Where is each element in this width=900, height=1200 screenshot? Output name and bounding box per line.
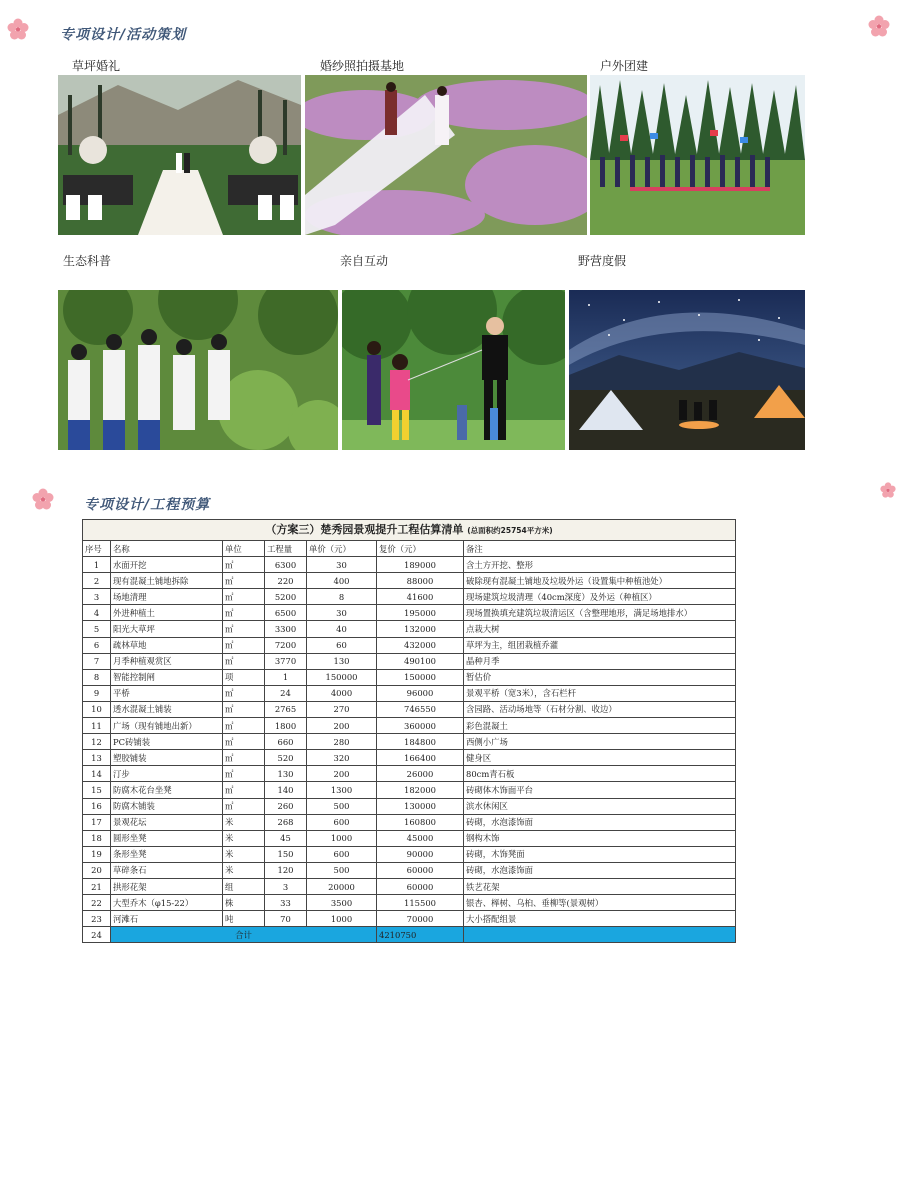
cell-remarks: 银杏、榉树、乌桕、垂柳等(景观树） (464, 895, 736, 911)
cell-quantity: 220 (265, 573, 307, 589)
cell-index: 21 (83, 878, 111, 894)
cell-index: 1 (83, 557, 111, 573)
table-row (83, 637, 736, 653)
cell-remarks: 砖砌，水泡漆饰面 (464, 862, 736, 878)
photo-caption: 野营度假 (578, 254, 627, 268)
cell-unit: ㎡ (223, 766, 265, 782)
table-row (83, 589, 736, 605)
camping-photo (569, 290, 805, 450)
table-row (83, 846, 736, 862)
cell-unit-price: 200 (307, 718, 377, 734)
cell-index: 2 (83, 573, 111, 589)
cell-name: 河滩石 (111, 911, 223, 927)
cell-total-price: 88000 (377, 573, 464, 589)
table-header-row (83, 541, 736, 557)
cell-remarks: 景观平桥（宽3米），含石栏杆 (464, 685, 736, 701)
cell-total-price: 96000 (377, 685, 464, 701)
cell-unit-price: 30 (307, 557, 377, 573)
cell-index: 3 (83, 589, 111, 605)
cell-total-price: 189000 (377, 557, 464, 573)
cell-remarks: 现场置换填充建筑垃圾清运区（含整理地形，满足场地排水） (464, 605, 736, 621)
cell-quantity: 70 (265, 911, 307, 927)
photo-caption: 户外团建 (600, 59, 649, 73)
cell-total-price: 182000 (377, 782, 464, 798)
cell-total-price: 360000 (377, 718, 464, 734)
cell-unit: ㎡ (223, 605, 265, 621)
cell-index: 8 (83, 669, 111, 685)
cell-index: 19 (83, 846, 111, 862)
cell-name: 塑胶铺装 (111, 750, 223, 766)
cell-total-price: 130000 (377, 798, 464, 814)
cell-quantity: 130 (265, 766, 307, 782)
wedding-photography-photo (305, 75, 587, 235)
cell-unit: ㎡ (223, 734, 265, 750)
table-row (83, 814, 736, 830)
cell-quantity: 7200 (265, 637, 307, 653)
cell-unit: ㎡ (223, 573, 265, 589)
cell-unit-price: 200 (307, 766, 377, 782)
cell-unit: 株 (223, 895, 265, 911)
cell-unit: 米 (223, 814, 265, 830)
cell-quantity: 45 (265, 830, 307, 846)
header-total-price: 复价（元） (377, 541, 464, 557)
photo-caption: 亲自互动 (340, 254, 389, 268)
cell-remarks: 现场建筑垃圾清理（40cm深度）及外运（种植区） (464, 589, 736, 605)
cell-unit: ㎡ (223, 589, 265, 605)
table-row (83, 878, 736, 894)
cell-name: 大型乔木（φ15-22） (111, 895, 223, 911)
cell-quantity: 268 (265, 814, 307, 830)
total-index: 24 (83, 927, 111, 943)
cell-unit: 米 (223, 830, 265, 846)
cell-index: 12 (83, 734, 111, 750)
cell-name: 疏林草地 (111, 637, 223, 653)
cell-unit: ㎡ (223, 718, 265, 734)
cell-unit: ㎡ (223, 685, 265, 701)
cell-remarks: 滨水休闲区 (464, 798, 736, 814)
table-row (83, 734, 736, 750)
cell-remarks: 砖砌，木饰凳面 (464, 846, 736, 862)
cell-total-price: 115500 (377, 895, 464, 911)
cell-quantity: 260 (265, 798, 307, 814)
table-title: （方案三）楚秀园景观提升工程估算清单 (265, 522, 464, 536)
cell-name: 阳光大草坪 (111, 621, 223, 637)
cell-index: 4 (83, 605, 111, 621)
cell-quantity: 6500 (265, 605, 307, 621)
cherry-blossom-icon (880, 482, 896, 498)
table-title-row (83, 520, 736, 541)
cell-name: 圆形坐凳 (111, 830, 223, 846)
header-remarks: 备注 (464, 541, 736, 557)
cell-total-price: 160800 (377, 814, 464, 830)
header-index: 序号 (83, 541, 111, 557)
cell-quantity: 520 (265, 750, 307, 766)
table-title-cell (83, 520, 736, 541)
cell-index: 16 (83, 798, 111, 814)
cell-name: 防腐木花台坐凳 (111, 782, 223, 798)
cell-name: 智能控制闸 (111, 669, 223, 685)
cell-name: 外进种植土 (111, 605, 223, 621)
cell-index: 5 (83, 621, 111, 637)
cell-total-price: 60000 (377, 878, 464, 894)
cell-index: 17 (83, 814, 111, 830)
cell-unit-price: 500 (307, 798, 377, 814)
cell-name: 平桥 (111, 685, 223, 701)
cell-remarks: 钢构木饰 (464, 830, 736, 846)
cell-index: 6 (83, 637, 111, 653)
cell-remarks: 彩色混凝土 (464, 718, 736, 734)
cell-unit: ㎡ (223, 701, 265, 717)
cell-unit-price: 270 (307, 701, 377, 717)
table-row (83, 653, 736, 669)
table-body (83, 557, 736, 927)
cherry-blossom-icon (7, 18, 29, 40)
cell-index: 13 (83, 750, 111, 766)
table-row (83, 862, 736, 878)
cell-unit-price: 1000 (307, 830, 377, 846)
cell-index: 18 (83, 830, 111, 846)
budget-table (82, 519, 736, 943)
cell-total-price: 490100 (377, 653, 464, 669)
cell-quantity: 120 (265, 862, 307, 878)
cell-remarks: 草坪为主，组团栽植乔灌 (464, 637, 736, 653)
table-row (83, 782, 736, 798)
cell-unit: 吨 (223, 911, 265, 927)
table-row (83, 701, 736, 717)
table-row (83, 605, 736, 621)
cell-unit: 项 (223, 669, 265, 685)
cell-unit-price: 320 (307, 750, 377, 766)
table-row (83, 718, 736, 734)
cell-unit: ㎡ (223, 637, 265, 653)
cell-index: 15 (83, 782, 111, 798)
table-row (83, 911, 736, 927)
cell-quantity: 6300 (265, 557, 307, 573)
cell-quantity: 3 (265, 878, 307, 894)
cell-quantity: 33 (265, 895, 307, 911)
family-interaction-photo (342, 290, 565, 450)
cell-unit: 组 (223, 878, 265, 894)
cell-name: 场地清理 (111, 589, 223, 605)
cherry-blossom-icon (868, 15, 890, 37)
total-value: 4210750 (377, 927, 464, 943)
cell-name: 水面开挖 (111, 557, 223, 573)
cell-unit-price: 40 (307, 621, 377, 637)
cell-index: 10 (83, 701, 111, 717)
cell-quantity: 2765 (265, 701, 307, 717)
cell-remarks: 西侧小广场 (464, 734, 736, 750)
cell-quantity: 150 (265, 846, 307, 862)
cell-unit-price: 130 (307, 653, 377, 669)
table-subtitle: (总面积约25754平方米) (467, 525, 553, 535)
cell-total-price: 70000 (377, 911, 464, 927)
cell-total-price: 45000 (377, 830, 464, 846)
cell-total-price: 166400 (377, 750, 464, 766)
section-title-budget: 专项设计/工程预算 (84, 497, 211, 513)
cell-name: 汀步 (111, 766, 223, 782)
cell-name: 透水混凝土铺装 (111, 701, 223, 717)
cell-unit-price: 30 (307, 605, 377, 621)
cell-remarks: 暂估价 (464, 669, 736, 685)
table-row (83, 798, 736, 814)
cell-remarks: 含土方开挖、整形 (464, 557, 736, 573)
cell-total-price: 41600 (377, 589, 464, 605)
cell-unit: ㎡ (223, 798, 265, 814)
cell-quantity: 660 (265, 734, 307, 750)
total-remarks (464, 927, 736, 943)
cell-name: 景观花坛 (111, 814, 223, 830)
table-row (83, 830, 736, 846)
cell-unit: ㎡ (223, 557, 265, 573)
cell-remarks: 80cm青石板 (464, 766, 736, 782)
cell-unit-price: 60 (307, 637, 377, 653)
header-unit: 单位 (223, 541, 265, 557)
lawn-wedding-photo (58, 75, 301, 235)
cell-index: 9 (83, 685, 111, 701)
cell-unit: ㎡ (223, 750, 265, 766)
eco-science-photo (58, 290, 338, 450)
cell-name: 广场（现有铺地出新） (111, 718, 223, 734)
cell-total-price: 746550 (377, 701, 464, 717)
team-building-photo (590, 75, 805, 235)
cell-unit-price: 500 (307, 862, 377, 878)
cell-unit-price: 8 (307, 589, 377, 605)
cell-name: 月季种植观赏区 (111, 653, 223, 669)
cell-total-price: 184800 (377, 734, 464, 750)
cell-unit-price: 280 (307, 734, 377, 750)
cell-name: PC砖铺装 (111, 734, 223, 750)
cell-quantity: 3300 (265, 621, 307, 637)
cell-remarks: 破除现有混凝土铺地及垃圾外运（设置集中种植池处） (464, 573, 736, 589)
section-title-activities: 专项设计/活动策划 (60, 27, 187, 43)
cell-name: 拱形花架 (111, 878, 223, 894)
cell-index: 11 (83, 718, 111, 734)
cell-remarks: 晶种月季 (464, 653, 736, 669)
cell-remarks: 砖砌，水泡漆饰面 (464, 814, 736, 830)
cell-quantity: 1800 (265, 718, 307, 734)
cell-unit-price: 1300 (307, 782, 377, 798)
cell-unit: ㎡ (223, 621, 265, 637)
cell-unit-price: 3500 (307, 895, 377, 911)
cell-name: 条形坐凳 (111, 846, 223, 862)
cell-total-price: 26000 (377, 766, 464, 782)
cell-quantity: 5200 (265, 589, 307, 605)
table-row (83, 573, 736, 589)
cell-quantity: 140 (265, 782, 307, 798)
table-row (83, 750, 736, 766)
table-row (83, 557, 736, 573)
cell-index: 23 (83, 911, 111, 927)
cell-remarks: 点栽大树 (464, 621, 736, 637)
cell-quantity: 3770 (265, 653, 307, 669)
cell-unit-price: 4000 (307, 685, 377, 701)
cell-unit: 米 (223, 862, 265, 878)
photo-caption: 婚纱照拍摄基地 (320, 59, 405, 73)
cell-unit-price: 400 (307, 573, 377, 589)
header-name: 名称 (111, 541, 223, 557)
cell-index: 22 (83, 895, 111, 911)
cell-index: 20 (83, 862, 111, 878)
cell-quantity: 1 (265, 669, 307, 685)
cell-remarks: 铁艺花架 (464, 878, 736, 894)
cell-index: 7 (83, 653, 111, 669)
photo-caption: 草坪婚礼 (72, 59, 121, 73)
table-total-row (83, 927, 736, 943)
cell-name: 防腐木铺装 (111, 798, 223, 814)
cell-name: 草碎条石 (111, 862, 223, 878)
cell-unit-price: 600 (307, 846, 377, 862)
cell-remarks: 含园路、活动场地等（石材分割、收边） (464, 701, 736, 717)
total-label: 合计 (111, 927, 377, 943)
cell-unit: ㎡ (223, 782, 265, 798)
photo-caption: 生态科普 (63, 254, 112, 268)
cell-total-price: 132000 (377, 621, 464, 637)
header-unit-price: 单价（元） (307, 541, 377, 557)
cell-unit-price: 1000 (307, 911, 377, 927)
header-quantity: 工程量 (265, 541, 307, 557)
cell-index: 14 (83, 766, 111, 782)
table-row (83, 766, 736, 782)
cell-unit: 米 (223, 846, 265, 862)
cell-unit-price: 20000 (307, 878, 377, 894)
cell-name: 现有混凝土铺地拆除 (111, 573, 223, 589)
cell-unit: ㎡ (223, 653, 265, 669)
cell-total-price: 195000 (377, 605, 464, 621)
table-row (83, 895, 736, 911)
cell-total-price: 150000 (377, 669, 464, 685)
cell-total-price: 90000 (377, 846, 464, 862)
cell-total-price: 60000 (377, 862, 464, 878)
cell-unit-price: 150000 (307, 669, 377, 685)
cell-total-price: 432000 (377, 637, 464, 653)
cherry-blossom-icon (32, 488, 54, 510)
table-row (83, 669, 736, 685)
table-row (83, 685, 736, 701)
cell-remarks: 健身区 (464, 750, 736, 766)
cell-remarks: 砖砌体木饰面平台 (464, 782, 736, 798)
cell-unit-price: 600 (307, 814, 377, 830)
cell-quantity: 24 (265, 685, 307, 701)
table-row (83, 621, 736, 637)
cell-remarks: 大小搭配组景 (464, 911, 736, 927)
